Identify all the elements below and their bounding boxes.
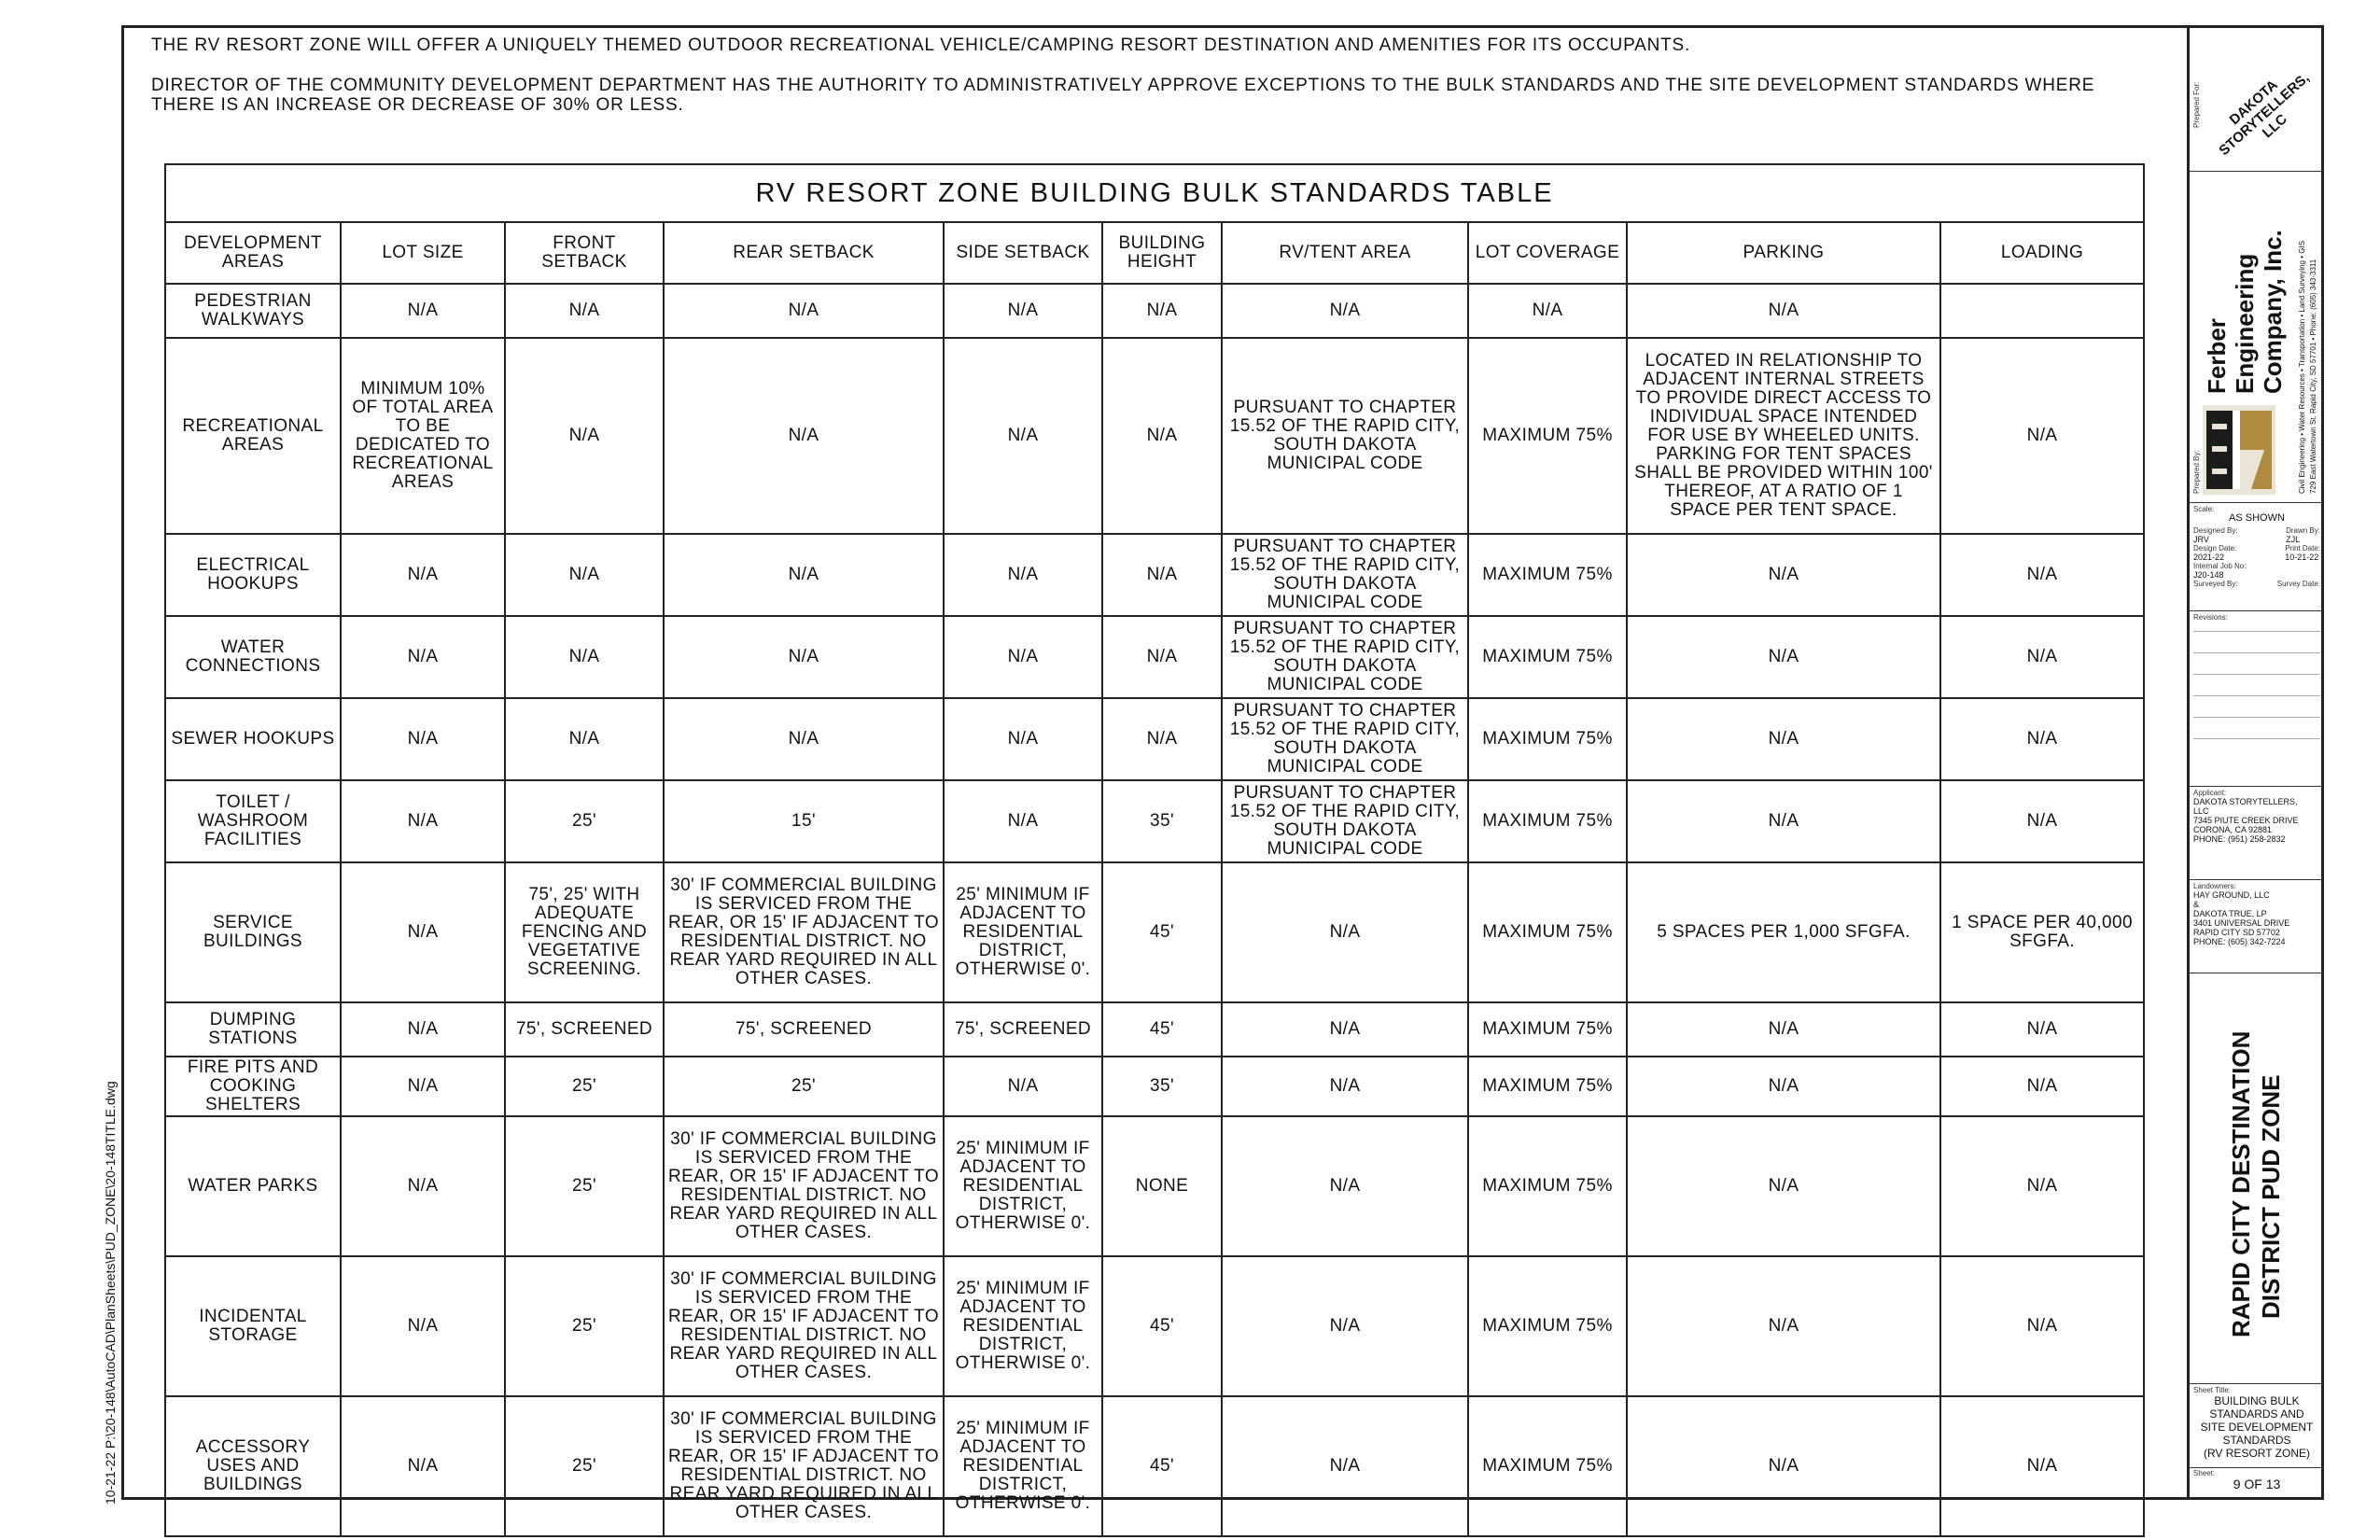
table-cell: 25' MINIMUM IF ADJACENT TO RESIDENTIAL DISTRICT, OTHERWISE 0'. (944, 1116, 1102, 1256)
table-row (165, 780, 2144, 862)
table-cell: MAXIMUM 75% (1468, 616, 1627, 698)
table-cell: 25' MINIMUM IF ADJACENT TO RESIDENTIAL DISTRICT, OTHERWISE 0'. (944, 1396, 1102, 1536)
landowners-label: Landowners: (2193, 882, 2236, 890)
table-cell: N/A (1627, 698, 1940, 780)
applicant-line: CORONA, CA 92881 (2193, 825, 2273, 834)
title-block (2187, 25, 2324, 1500)
applicant-line: DAKOTA STORYTELLERS, (2193, 797, 2298, 806)
note-2: DIRECTOR OF THE COMMUNITY DEVELOPMENT DEPARTMENT HAS THE AUTHORITY TO ADMINISTRATIVELY APPROVE EXCEPTIONS TO THE BULK STANDARDS AND THE SITE DEVELOPMENT STANDARDS WHERE THERE IS AN INCREASE OR DECREASE OF 30% OR LESS. (151, 76, 2095, 115)
row-header-cell: WATER CONNECTIONS (165, 616, 341, 698)
table-cell: N/A (505, 284, 664, 338)
landowner-line: DAKOTA TRUE, LP (2193, 909, 2267, 918)
column-header: SIDE SETBACK (944, 222, 1102, 284)
row-header-cell: WATER PARKS (165, 1116, 341, 1256)
table-cell: N/A (341, 1116, 505, 1256)
table-cell: 35' (1102, 1057, 1222, 1116)
table-cell: 45' (1102, 1256, 1222, 1396)
landowner-line: PHONE: (605) 342-7224 (2193, 937, 2286, 946)
row-header-cell: TOILET / WASHROOM FACILITIES (165, 780, 341, 862)
table-cell: 75', 25' WITH ADEQUATE FENCING AND VEGETATIVE SCREENING. (505, 862, 664, 1002)
revisions-section (2190, 611, 2324, 787)
table-cell: 25' (505, 780, 664, 862)
applicant-label: Applicant: (2193, 789, 2227, 797)
table-cell: 30' IF COMMERCIAL BUILDING IS SERVICED FROM THE REAR, OR 15' IF ADJACENT TO RESIDENTIAL DISTRICT. NO REAR YARD REQUIRED IN ALL OTHER CASES. (664, 1256, 944, 1396)
table-cell (1940, 284, 2144, 338)
column-header: LOT SIZE (341, 222, 505, 284)
applicant-line: 7345 PIUTE CREEK DRIVE (2193, 816, 2299, 825)
table-cell: N/A (664, 698, 944, 780)
print-date-value: 10-21-22 (2285, 553, 2319, 562)
note-1: THE RV RESORT ZONE WILL OFFER A UNIQUELY THEMED OUTDOOR RECREATIONAL VEHICLE/CAMPING RESORT DESTINATION AND AMENITIES FOR ITS OCCUPANTS. (151, 35, 1691, 55)
landowner-line: & (2193, 900, 2200, 909)
row-header-cell: SERVICE BUILDINGS (165, 862, 341, 1002)
firm-logo-icon (2203, 405, 2275, 495)
table-cell: N/A (1627, 1256, 1940, 1396)
table-cell: N/A (341, 780, 505, 862)
table-row (165, 534, 2144, 616)
firm-name-line3: Company, Inc. (2259, 230, 2287, 394)
table-cell: 45' (1102, 1396, 1222, 1536)
prepared-by-section (2190, 172, 2324, 503)
column-header: BUILDING HEIGHT (1102, 222, 1222, 284)
table-cell: N/A (1940, 534, 2144, 616)
table-cell: N/A (1222, 1116, 1468, 1256)
print-date-label: Print Date: (2285, 544, 2320, 553)
table-cell: N/A (1627, 534, 1940, 616)
table-row (165, 616, 2144, 698)
table-cell: N/A (1222, 1057, 1468, 1116)
table-cell: N/A (1102, 616, 1222, 698)
table-cell: N/A (1627, 284, 1940, 338)
table-cell: N/A (664, 284, 944, 338)
table-cell: N/A (341, 1256, 505, 1396)
table-cell: 25' (505, 1256, 664, 1396)
drawn-by-value: ZJL (2286, 535, 2301, 544)
table-title: RV RESORT ZONE BUILDING BULK STANDARDS TABLE (165, 164, 2144, 222)
prepared-for-section (2190, 25, 2324, 172)
table-cell: 75', SCREENED (944, 1002, 1102, 1057)
table-cell: NONE (1102, 1116, 1222, 1256)
project-name-line1: RAPID CITY DESTINATION (2227, 1030, 2255, 1337)
table-cell: N/A (341, 1396, 505, 1536)
table-cell: N/A (1102, 698, 1222, 780)
table-cell: 25' MINIMUM IF ADJACENT TO RESIDENTIAL DISTRICT, OTHERWISE 0'. (944, 862, 1102, 1002)
table-cell: N/A (944, 616, 1102, 698)
table-row (165, 1256, 2144, 1396)
table-cell: N/A (341, 616, 505, 698)
surveyed-by-label: Surveyed By: (2193, 580, 2238, 588)
table-cell: N/A (1102, 284, 1222, 338)
table-cell: N/A (1222, 1396, 1468, 1536)
row-header-cell: RECREATIONAL AREAS (165, 338, 341, 534)
table-cell: N/A (944, 1057, 1102, 1116)
column-header: LOT COVERAGE (1468, 222, 1627, 284)
table-cell: N/A (1627, 780, 1940, 862)
table-cell: 30' IF COMMERCIAL BUILDING IS SERVICED FROM THE REAR, OR 15' IF ADJACENT TO RESIDENTIAL DISTRICT. NO REAR YARD REQUIRED IN ALL OTHER CASES. (664, 1116, 944, 1256)
table-cell: MAXIMUM 75% (1468, 698, 1627, 780)
table-cell: N/A (505, 616, 664, 698)
firm-name-line1: Ferber (2203, 318, 2231, 394)
table-cell: N/A (1940, 1002, 2144, 1057)
sheet-title-line: STANDARDS (2222, 1434, 2291, 1447)
table-cell: 25' (505, 1057, 664, 1116)
table-cell: 25' (505, 1116, 664, 1256)
table-cell: N/A (944, 338, 1102, 534)
table-cell: N/A (944, 698, 1102, 780)
table-cell: N/A (505, 338, 664, 534)
table-cell: 30' IF COMMERCIAL BUILDING IS SERVICED FROM THE REAR, OR 15' IF ADJACENT TO RESIDENTIAL DISTRICT. NO REAR YARD REQUIRED IN ALL OTHER CASES. (664, 862, 944, 1002)
table-cell: N/A (505, 698, 664, 780)
table-cell: N/A (1627, 1057, 1940, 1116)
table-cell: 25' (664, 1057, 944, 1116)
table-cell: N/A (341, 534, 505, 616)
firm-name-line2: Engineering (2231, 253, 2259, 394)
table-cell: MAXIMUM 75% (1468, 1116, 1627, 1256)
sheet-title-label: Sheet Title: (2193, 1386, 2232, 1394)
column-header: DEVELOPMENT AREAS (165, 222, 341, 284)
landowners-section (2190, 880, 2324, 973)
table-cell: PURSUANT TO CHAPTER 15.52 OF THE RAPID CITY, SOUTH DAKOTA MUNICIPAL CODE (1222, 780, 1468, 862)
project-name-section (2190, 973, 2324, 1384)
job-no-label: Internal Job No: (2193, 562, 2247, 570)
table-cell: 15' (664, 780, 944, 862)
design-date-label: Design Date: (2193, 544, 2237, 553)
table-cell: PURSUANT TO CHAPTER 15.52 OF THE RAPID CITY, SOUTH DAKOTA MUNICIPAL CODE (1222, 616, 1468, 698)
table-cell: N/A (944, 780, 1102, 862)
table-cell: N/A (1102, 338, 1222, 534)
table-cell: N/A (1627, 1116, 1940, 1256)
table-cell: N/A (664, 534, 944, 616)
table-row (165, 1002, 2144, 1057)
table-row (165, 284, 2144, 338)
row-header-cell: ELECTRICAL HOOKUPS (165, 534, 341, 616)
prepared-for-label: Prepared For: (2192, 81, 2201, 128)
table-cell: 25' MINIMUM IF ADJACENT TO RESIDENTIAL DISTRICT, OTHERWISE 0'. (944, 1256, 1102, 1396)
firm-address: 729 East Watertown St. Rapid City, SD 57701 • Phone: (605) 343-3311 (2309, 259, 2317, 494)
sheet-title-section (2190, 1384, 2324, 1468)
table-cell: LOCATED IN RELATIONSHIP TO ADJACENT INTERNAL STREETS TO PROVIDE DIRECT ACCESS TO INDIVIDUAL SPACE INTENDED FOR USE BY WHEELED UNITS. PARKING FOR TENT SPACES SHALL BE PROVIDED WITHIN 100' THEREOF, AT A RATIO OF 1 SPACE PER TENT SPACE. (1627, 338, 1940, 534)
column-header: PARKING (1627, 222, 1940, 284)
table-cell: N/A (1222, 1002, 1468, 1057)
table-cell: MAXIMUM 75% (1468, 534, 1627, 616)
landowner-line: 3401 UNIVERSAL DRIVE (2193, 918, 2290, 928)
row-header-cell: INCIDENTAL STORAGE (165, 1256, 341, 1396)
table-cell: N/A (1222, 862, 1468, 1002)
table-cell: PURSUANT TO CHAPTER 15.52 OF THE RAPID CITY, SOUTH DAKOTA MUNICIPAL CODE (1222, 698, 1468, 780)
landowner-line: HAY GROUND, LLC (2193, 890, 2270, 900)
row-header-cell: PEDESTRIAN WALKWAYS (165, 284, 341, 338)
table-row (165, 1057, 2144, 1116)
sheet-title-line: SITE DEVELOPMENT (2200, 1421, 2314, 1434)
table-cell: 30' IF COMMERCIAL BUILDING IS SERVICED FROM THE REAR, OR 15' IF ADJACENT TO RESIDENTIAL DISTRICT. NO REAR YARD REQUIRED IN ALL OTHER CASES. (664, 1396, 944, 1536)
table-cell: N/A (341, 698, 505, 780)
designed-by-value: JRV (2193, 535, 2209, 544)
table-row (165, 338, 2144, 534)
table-cell: N/A (1627, 1396, 1940, 1536)
row-header-cell: DUMPING STATIONS (165, 1002, 341, 1057)
table-cell: N/A (341, 284, 505, 338)
table-cell: N/A (664, 338, 944, 534)
table-cell: N/A (1222, 284, 1468, 338)
table-cell: N/A (1222, 1256, 1468, 1396)
table-cell: 5 SPACES PER 1,000 SFGFA. (1627, 862, 1940, 1002)
table-cell: 45' (1102, 1002, 1222, 1057)
table-row (165, 698, 2144, 780)
scale-label: Scale: (2193, 505, 2215, 513)
job-no-value: J20-148 (2193, 570, 2224, 580)
table-cell: N/A (944, 284, 1102, 338)
table-cell: MAXIMUM 75% (1468, 1396, 1627, 1536)
table-cell: MAXIMUM 75% (1468, 1002, 1627, 1057)
table-cell: 45' (1102, 862, 1222, 1002)
table-cell: 1 SPACE PER 40,000 SFGFA. (1940, 862, 2144, 1002)
table-cell: PURSUANT TO CHAPTER 15.52 OF THE RAPID CITY, SOUTH DAKOTA MUNICIPAL CODE (1222, 534, 1468, 616)
table-cell: N/A (341, 1002, 505, 1057)
applicant-line: PHONE: (951) 258-2832 (2193, 834, 2286, 844)
firm-services: Civil Engineering • Water Resources • Transportation • Land Surveying • GIS (2298, 240, 2306, 494)
table-cell: 75', SCREENED (505, 1002, 664, 1057)
drawing-info-section (2190, 503, 2324, 611)
table-cell: N/A (341, 1057, 505, 1116)
table-cell: 75', SCREENED (664, 1002, 944, 1057)
table-cell: PURSUANT TO CHAPTER 15.52 OF THE RAPID CITY, SOUTH DAKOTA MUNICIPAL CODE (1222, 338, 1468, 534)
column-header: RV/TENT AREA (1222, 222, 1468, 284)
scale-value: AS SHOWN (2229, 512, 2285, 524)
sheet-number: 9 OF 13 (2233, 1477, 2281, 1491)
table-row (165, 862, 2144, 1002)
table-cell: N/A (1627, 1002, 1940, 1057)
survey-date-label: Survey Date: (2276, 580, 2320, 588)
table-cell: N/A (944, 534, 1102, 616)
sheet-number-section (2190, 1468, 2324, 1497)
table-cell: N/A (1940, 616, 2144, 698)
applicant-section (2190, 787, 2324, 880)
drawn-by-label: Drawn By: (2286, 526, 2320, 535)
sheet-title-line: STANDARDS AND (2209, 1407, 2304, 1421)
bulk-standards-table-wrapper (164, 163, 2143, 1522)
row-header-cell: SEWER HOOKUPS (165, 698, 341, 780)
table-cell: N/A (1102, 534, 1222, 616)
table-cell: N/A (1940, 1396, 2144, 1536)
table-cell: MAXIMUM 75% (1468, 862, 1627, 1002)
sheet-title-line: (RV RESORT ZONE) (2203, 1447, 2311, 1460)
table-cell: 35' (1102, 780, 1222, 862)
table-cell: MAXIMUM 75% (1468, 338, 1627, 534)
general-notes (151, 35, 2130, 135)
file-path-stamp: 10-21-22 P:\20-148\AutoCAD\PlanSheets\PUD_ZONE\20-148TITLE.dwg (103, 1081, 118, 1505)
table-cell: N/A (664, 616, 944, 698)
bulk-standards-table (164, 163, 2145, 1537)
table-cell: N/A (1468, 284, 1627, 338)
table-cell: N/A (505, 534, 664, 616)
table-cell: 25' (505, 1396, 664, 1536)
table-cell: N/A (1940, 1116, 2144, 1256)
table-cell: N/A (1940, 338, 2144, 534)
column-header: LOADING (1940, 222, 2144, 284)
prepared-by-label: Prepared By: (2192, 450, 2201, 494)
table-cell: N/A (1940, 1057, 2144, 1116)
row-header-cell: ACCESSORY USES AND BUILDINGS (165, 1396, 341, 1536)
project-name-line2: DISTRICT PUD ZONE (2257, 1074, 2285, 1319)
design-date-value: 2021-22 (2193, 553, 2225, 562)
table-row (165, 1116, 2144, 1256)
sheet-label: Sheet: (2193, 1469, 2216, 1477)
table-cell: N/A (1940, 780, 2144, 862)
column-header: REAR SETBACK (664, 222, 944, 284)
table-cell: MINIMUM 10% OF TOTAL AREA TO BE DEDICATED TO RECREATIONAL AREAS (341, 338, 505, 534)
landowner-line: RAPID CITY SD 57702 (2193, 928, 2280, 937)
client-name: DAKOTA STORYTELLERS, LLC (2216, 69, 2313, 160)
row-header-cell: FIRE PITS AND COOKING SHELTERS (165, 1057, 341, 1116)
table-row (165, 1396, 2144, 1536)
revisions-label: Revisions: (2193, 613, 2228, 622)
table-cell: N/A (1940, 1256, 2144, 1396)
table-cell: MAXIMUM 75% (1468, 780, 1627, 862)
table-cell: MAXIMUM 75% (1468, 1057, 1627, 1116)
sheet-title-line: BUILDING BULK (2214, 1394, 2300, 1407)
table-cell: N/A (1940, 698, 2144, 780)
column-header: FRONT SETBACK (505, 222, 664, 284)
table-cell: N/A (341, 862, 505, 1002)
designed-by-label: Designed By: (2193, 526, 2238, 535)
table-cell: MAXIMUM 75% (1468, 1256, 1627, 1396)
table-cell: N/A (1627, 616, 1940, 698)
applicant-line: LLC (2193, 806, 2209, 816)
